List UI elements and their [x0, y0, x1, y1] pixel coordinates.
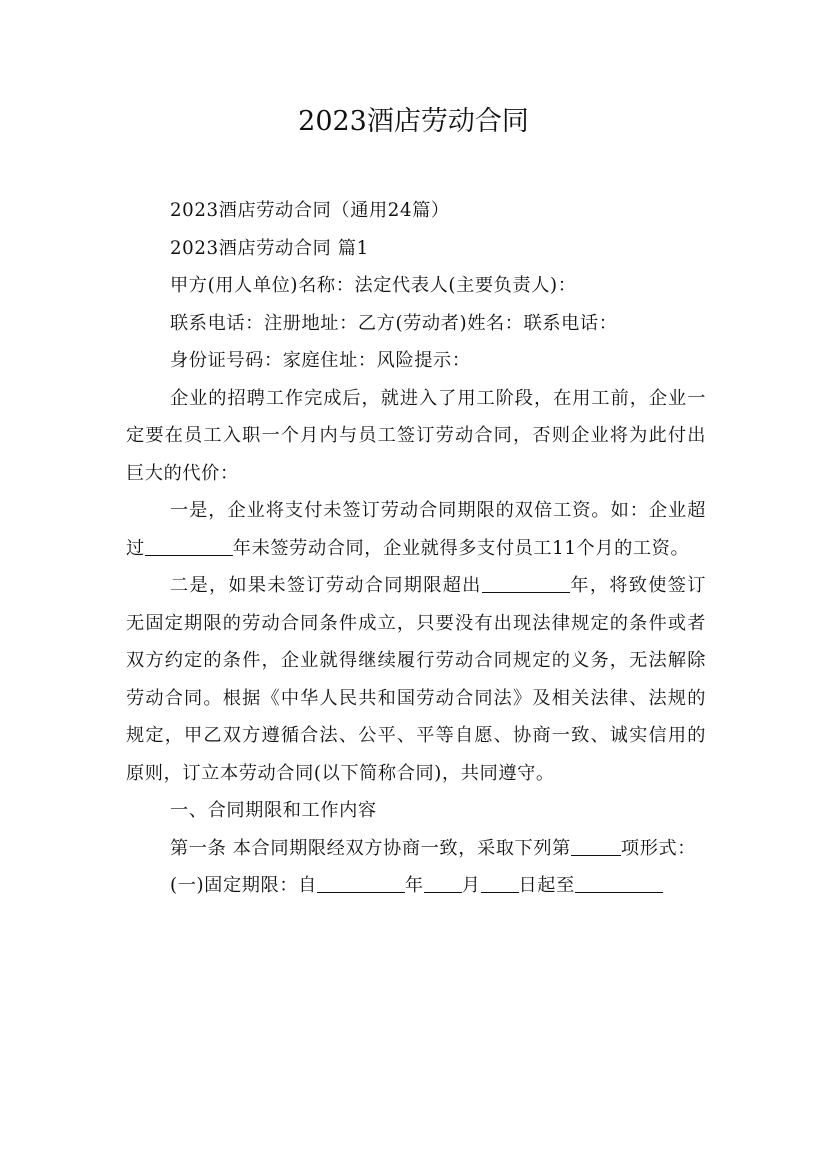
paragraph-risk-intro: 企业的招聘工作完成后，就进入了用工阶段，在用工前，企业一定要在员工入职一个月内与员工签订劳动合同，否则企业将为此付出巨大的代价：: [126, 387, 706, 484]
fill-in-blank: [575, 874, 663, 893]
paragraph-risk-two: [126, 567, 706, 792]
paragraph-id: 身份证号码：家庭住址：风险提示：: [170, 350, 471, 371]
text-segment: 第一条 本合同期限经双方协商一致，采取下列第: [170, 837, 571, 859]
text-segment: 项形式：: [620, 837, 697, 859]
paragraph-risk-one: [126, 492, 706, 567]
text-segment: 日起至: [518, 875, 575, 896]
fill-in-blank: [424, 874, 462, 893]
paragraph-article-one: [126, 830, 706, 868]
paragraph-chapter-one: 一、合同期限和工作内容: [170, 800, 377, 821]
paragraph-contact: 联系电话：注册地址：乙方(劳动者)姓名：联系电话：: [170, 312, 618, 334]
document-body: [126, 192, 706, 905]
fill-in-blank: [145, 537, 233, 556]
text-segment: 年未签劳动合同，企业就得多支付员工11个月的工资。: [232, 537, 690, 559]
paragraph-fixed-term: [126, 867, 706, 905]
document-title: 2023酒店劳动合同: [298, 106, 529, 137]
text-segment: 一是，企业将支付未签订劳动合同期限的双倍工资。如：企业超过: [126, 500, 706, 559]
fill-in-blank: [571, 837, 621, 856]
text-segment: (一)固定期限：自: [170, 875, 317, 896]
fill-in-blank: [481, 874, 519, 893]
paragraph-party-a: 甲方(用人单位)名称：法定代表人(主要负责人)：: [170, 275, 577, 296]
fill-in-blank: [482, 574, 570, 593]
paragraph-subtitle: 2023酒店劳动合同（通用24篇）: [170, 200, 450, 221]
text-segment: 月: [461, 875, 481, 896]
text-segment: 年: [404, 875, 424, 896]
fill-in-blank: [317, 874, 405, 893]
paragraph-section-heading: 2023酒店劳动合同 篇1: [170, 237, 369, 259]
text-segment: 二是，如果未签订劳动合同期限超出: [170, 575, 482, 596]
text-segment: 年，将致使签订无固定期限的劳动合同条件成立，只要没有出现法律规定的条件或者双方约定的条件，企业就得继续履行劳动合同规定的义务，无法解除劳动合同。根据《中华人民共和国劳动合同法》及相关法律、法规的规定，甲乙双方遵循合法、公平、平等自愿、协商一致、诚实信用的原则，订立本劳动合同(以下简称合同)，共同遵守。: [126, 575, 707, 784]
